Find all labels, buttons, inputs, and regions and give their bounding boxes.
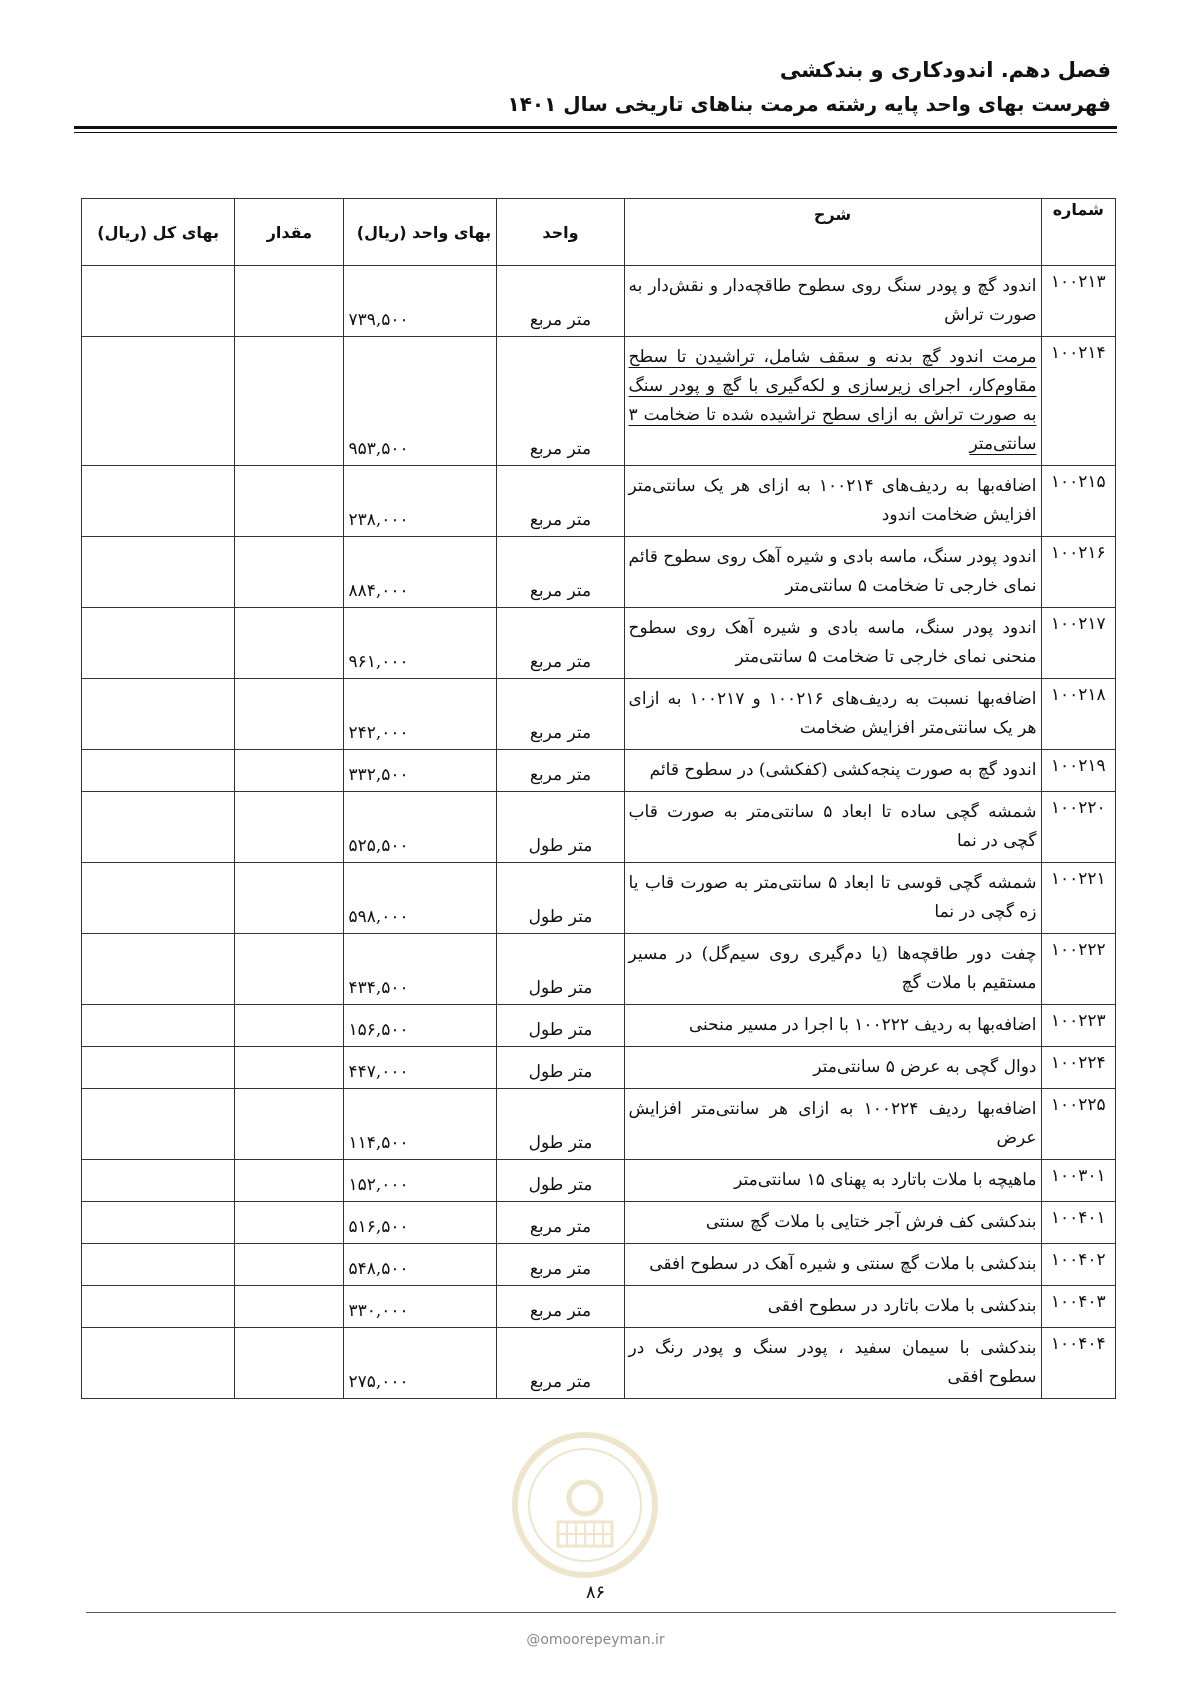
table-header-row (82, 199, 1116, 266)
row-description: بندکشی کف فرش آجر ختایی با ملات گچ سنتی (624, 1202, 1041, 1244)
row-total-price (82, 792, 235, 863)
row-description: بندکشی با سیمان سفید ، پودر سنگ و پودر رنگ در سطوح افقی (624, 1328, 1041, 1399)
table-row (82, 1286, 1116, 1328)
row-unit: متر مربع (497, 1328, 624, 1399)
header-rule-thin (74, 132, 1117, 133)
row-number: ۱۰۰۲۱۵ (1041, 466, 1115, 537)
row-quantity (235, 1089, 344, 1160)
row-number: ۱۰۰۴۰۴ (1041, 1328, 1115, 1399)
table-row (82, 466, 1116, 537)
row-total-price (82, 863, 235, 934)
row-quantity (235, 1328, 344, 1399)
row-quantity (235, 679, 344, 750)
page-number: ۸۶ (585, 1582, 606, 1603)
row-total-price (82, 266, 235, 337)
document-subtitle: فهرست بهای واحد پایه رشته مرمت بناهای تاریخی سال ۱۴۰۱ (507, 92, 1111, 116)
row-number: ۱۰۰۲۱۷ (1041, 608, 1115, 679)
row-total-price (82, 337, 235, 466)
row-unit-price: ۵۱۶,۵۰۰ (344, 1202, 497, 1244)
row-number: ۱۰۰۲۱۸ (1041, 679, 1115, 750)
watermark-seal-icon (510, 1430, 660, 1580)
row-unit-price: ۲۴۲,۰۰۰ (344, 679, 497, 750)
table-row (82, 1244, 1116, 1286)
row-unit-price: ۵۲۵,۵۰۰ (344, 792, 497, 863)
chapter-title: فصل دهم. اندودکاری و بندکشی (779, 58, 1111, 82)
row-unit: متر طول (497, 1047, 624, 1089)
row-number: ۱۰۰۴۰۲ (1041, 1244, 1115, 1286)
table-row (82, 863, 1116, 934)
page-header (507, 58, 1111, 116)
row-quantity (235, 1244, 344, 1286)
row-quantity (235, 750, 344, 792)
row-unit-price: ۲۷۵,۰۰۰ (344, 1328, 497, 1399)
row-total-price (82, 679, 235, 750)
row-number: ۱۰۰۲۲۰ (1041, 792, 1115, 863)
row-quantity (235, 466, 344, 537)
row-description: اندود پودر سنگ، ماسه بادی و شیره آهک روی سطوح قائم نمای خارجی تا ضخامت ۵ سانتی‌متر (624, 537, 1041, 608)
row-unit-price: ۷۳۹,۵۰۰ (344, 266, 497, 337)
table-row (82, 679, 1116, 750)
row-quantity (235, 1286, 344, 1328)
price-list-table (81, 198, 1116, 1399)
row-quantity (235, 1005, 344, 1047)
row-total-price (82, 1202, 235, 1244)
row-description: اضافه‌بها نسبت به ردیف‌های ۱۰۰۲۱۶ و ۱۰۰۲۱۷ به ازای هر یک سانتی‌متر افزایش ضخامت (624, 679, 1041, 750)
row-description: اندود پودر سنگ، ماسه بادی و شیره آهک روی سطوح منحنی نمای خارجی تا ضخامت ۵ سانتی‌متر (624, 608, 1041, 679)
row-description: اضافه‌بها به ردیف ۱۰۰۲۲۲ با اجرا در مسیر منحنی (624, 1005, 1041, 1047)
row-quantity (235, 1202, 344, 1244)
row-number: ۱۰۰۳۰۱ (1041, 1160, 1115, 1202)
row-number: ۱۰۰۲۲۱ (1041, 863, 1115, 934)
header-unit: واحد (497, 199, 624, 266)
header-total-price: بهای کل (ریال) (82, 199, 235, 266)
row-unit: متر طول (497, 1005, 624, 1047)
row-unit: متر مربع (497, 537, 624, 608)
table-row (82, 1047, 1116, 1089)
row-unit: متر طول (497, 934, 624, 1005)
row-unit: متر مربع (497, 337, 624, 466)
row-total-price (82, 1047, 235, 1089)
row-quantity (235, 537, 344, 608)
row-description: اندود گچ به صورت پنجه‌کشی (کفکشی) در سطوح قائم (624, 750, 1041, 792)
header-description: شرح (624, 199, 1041, 266)
row-number: ۱۰۰۲۱۳ (1041, 266, 1115, 337)
row-total-price (82, 1089, 235, 1160)
row-quantity (235, 608, 344, 679)
table-row (82, 1005, 1116, 1047)
table-row (82, 1328, 1116, 1399)
footer-rule (86, 1612, 1116, 1613)
row-unit-price: ۲۳۸,۰۰۰ (344, 466, 497, 537)
header-rule-thick (74, 126, 1117, 129)
row-number: ۱۰۰۲۱۴ (1041, 337, 1115, 466)
row-description: چفت دور طاقچه‌ها (یا دم‌گیری روی سیم‌گل) در مسیر مستقیم با ملات گچ (624, 934, 1041, 1005)
row-total-price (82, 1328, 235, 1399)
row-unit-price: ۸۸۴,۰۰۰ (344, 537, 497, 608)
row-unit-price: ۵۹۸,۰۰۰ (344, 863, 497, 934)
website-watermark: @omoorepeyman.ir (526, 1632, 665, 1648)
table-row (82, 750, 1116, 792)
row-description: اندود گچ و پودر سنگ روی سطوح طاقچه‌دار و نقش‌دار به صورت تراش (624, 266, 1041, 337)
row-number: ۱۰۰۲۲۳ (1041, 1005, 1115, 1047)
row-number: ۱۰۰۲۲۲ (1041, 934, 1115, 1005)
row-total-price (82, 934, 235, 1005)
row-number: ۱۰۰۲۱۹ (1041, 750, 1115, 792)
row-unit: متر طول (497, 1160, 624, 1202)
row-unit: متر مربع (497, 679, 624, 750)
row-unit: متر مربع (497, 1286, 624, 1328)
row-unit-price: ۹۵۳,۵۰۰ (344, 337, 497, 466)
row-unit: متر مربع (497, 750, 624, 792)
row-description: بندکشی با ملات باتارد در سطوح افقی (624, 1286, 1041, 1328)
table-row (82, 792, 1116, 863)
row-description: اضافه‌بها ردیف ۱۰۰۲۲۴ به ازای هر سانتی‌متر افزایش عرض (624, 1089, 1041, 1160)
row-number: ۱۰۰۴۰۳ (1041, 1286, 1115, 1328)
row-description: اضافه‌بها به ردیف‌های ۱۰۰۲۱۴ به ازای هر یک سانتی‌متر افزایش ضخامت اندود (624, 466, 1041, 537)
header-number: شماره (1041, 199, 1115, 266)
row-description: ماهیچه با ملات باتارد به پهنای ۱۵ سانتی‌متر (624, 1160, 1041, 1202)
row-total-price (82, 466, 235, 537)
row-number: ۱۰۰۲۲۴ (1041, 1047, 1115, 1089)
row-quantity (235, 792, 344, 863)
row-total-price (82, 608, 235, 679)
table-row (82, 1202, 1116, 1244)
row-unit-price: ۱۵۶,۵۰۰ (344, 1005, 497, 1047)
row-total-price (82, 1286, 235, 1328)
table-row (82, 608, 1116, 679)
row-unit: متر مربع (497, 608, 624, 679)
row-unit: متر مربع (497, 1202, 624, 1244)
header-quantity: مقدار (235, 199, 344, 266)
row-quantity (235, 266, 344, 337)
row-total-price (82, 1005, 235, 1047)
row-description: شمشه گچی ساده تا ابعاد ۵ سانتی‌متر به صورت قاب گچی در نما (624, 792, 1041, 863)
row-quantity (235, 863, 344, 934)
row-number: ۱۰۰۲۲۵ (1041, 1089, 1115, 1160)
row-unit-price: ۴۳۴,۵۰۰ (344, 934, 497, 1005)
row-unit: متر مربع (497, 266, 624, 337)
table-row (82, 337, 1116, 466)
row-description: بندکشی با ملات گچ سنتی و شیره آهک در سطوح افقی (624, 1244, 1041, 1286)
row-total-price (82, 1244, 235, 1286)
row-unit-price: ۱۱۴,۵۰۰ (344, 1089, 497, 1160)
row-unit: متر طول (497, 1089, 624, 1160)
header-unit-price: بهای واحد (ریال) (344, 199, 497, 266)
table-row (82, 537, 1116, 608)
row-number: ۱۰۰۴۰۱ (1041, 1202, 1115, 1244)
row-unit: متر طول (497, 863, 624, 934)
row-unit-price: ۹۶۱,۰۰۰ (344, 608, 497, 679)
row-description: مرمت اندود گچ بدنه و سقف شامل، تراشیدن تا سطح مقاوم‌کار، اجرای زیرسازی و لکه‌گیری با گچ و پودر سنگ به صورت تراش به ازای سطح تراشیده شده تا ضخامت ۳ سانتی‌متر (624, 337, 1041, 466)
row-quantity (235, 1047, 344, 1089)
row-quantity (235, 337, 344, 466)
row-description: شمشه گچی قوسی تا ابعاد ۵ سانتی‌متر به صورت قاب یا زه گچی در نما (624, 863, 1041, 934)
table-row (82, 1089, 1116, 1160)
row-unit-price: ۴۴۷,۰۰۰ (344, 1047, 497, 1089)
row-unit-price: ۳۳۲,۵۰۰ (344, 750, 497, 792)
row-description: دوال گچی به عرض ۵ سانتی‌متر (624, 1047, 1041, 1089)
table-row (82, 266, 1116, 337)
row-quantity (235, 1160, 344, 1202)
row-total-price (82, 1160, 235, 1202)
row-unit-price: ۱۵۲,۰۰۰ (344, 1160, 497, 1202)
row-unit: متر مربع (497, 1244, 624, 1286)
row-total-price (82, 537, 235, 608)
row-unit: متر مربع (497, 466, 624, 537)
row-quantity (235, 934, 344, 1005)
row-unit-price: ۵۴۸,۵۰۰ (344, 1244, 497, 1286)
row-unit: متر طول (497, 792, 624, 863)
row-total-price (82, 750, 235, 792)
row-unit-price: ۳۳۰,۰۰۰ (344, 1286, 497, 1328)
table-row (82, 934, 1116, 1005)
table-row (82, 1160, 1116, 1202)
row-number: ۱۰۰۲۱۶ (1041, 537, 1115, 608)
